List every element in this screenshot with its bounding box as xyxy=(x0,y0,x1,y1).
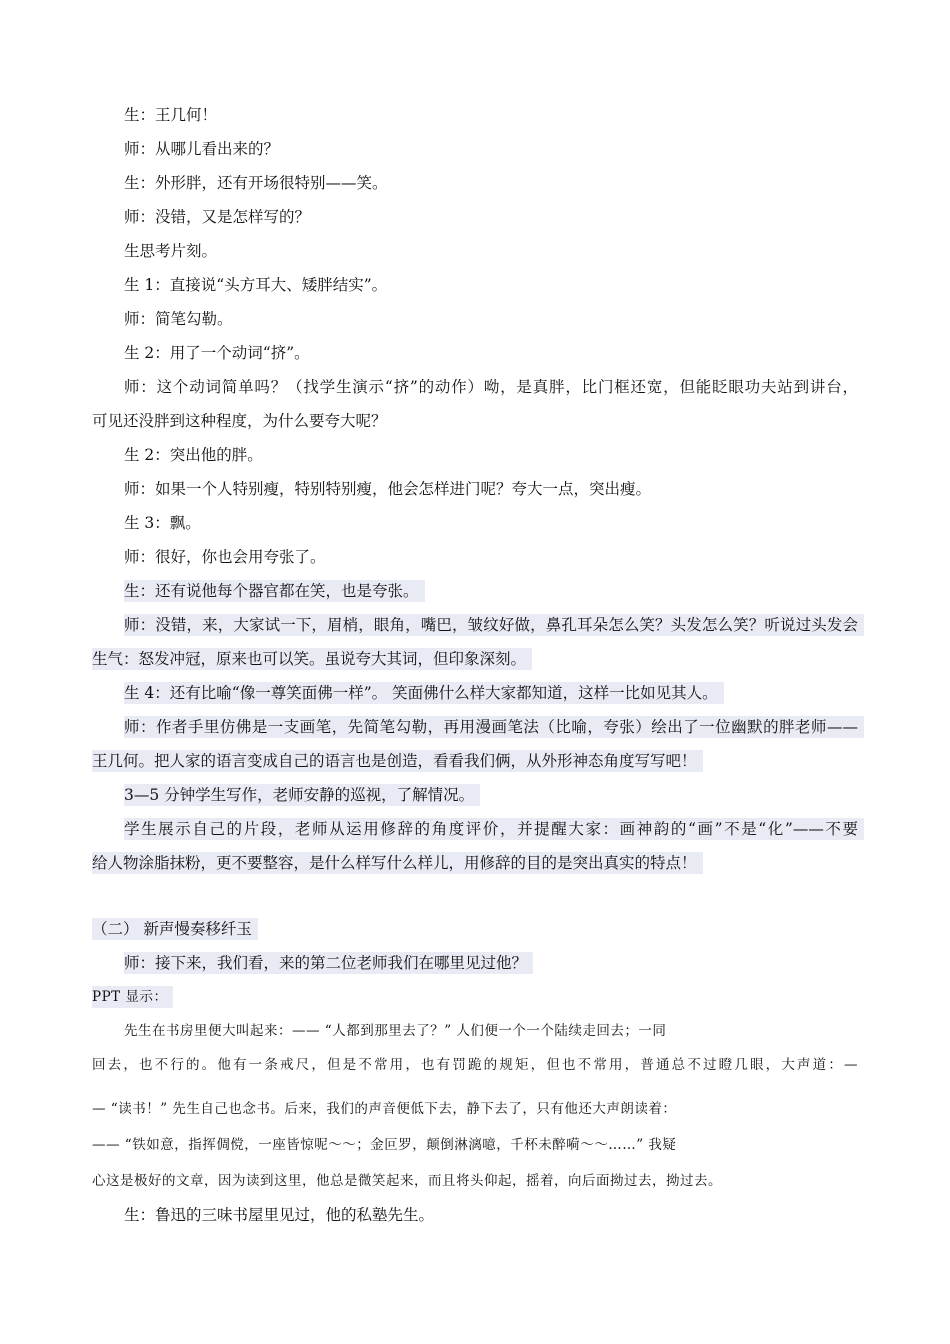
teacher-question: 师：接下来，我们看，来的第二位老师我们在哪里见过他？ xyxy=(124,952,533,974)
dialogue-line: 生：王几何！ xyxy=(124,106,218,124)
highlighted-line: 师：作者手里仿佛是一支画笔，先简笔勾勒，再用漫画笔法（比喻，夸张）绘出了一位幽默的胖老师—— xyxy=(124,716,864,738)
dialogue-line: 生 1：直接说“头方耳大、矮胖结实”。 xyxy=(124,276,388,294)
highlighted-line: 生：还有说他每个器官都在笑，也是夸张。 xyxy=(124,580,425,602)
ppt-label: PPT 显示： xyxy=(92,986,173,1008)
ppt-passage-line: 回去，也不行的。他有一条戒尺，但是不常用，也有罚跪的规矩，但也不常用，普通总不过瞪几眼，大声道：— xyxy=(92,1057,858,1073)
section-heading: （二） 新声慢奏移纤玉 xyxy=(92,918,258,940)
highlighted-line: 学生展示自己的片段，老师从运用修辞的角度评价，并提醒大家：画神韵的“画”不是“化”——不要 xyxy=(124,818,864,840)
dialogue-line: 师：这个动词简单吗？（找学生演示“挤”的动作）呦，是真胖，比门框还宽，但能眨眼功夫站到讲台， xyxy=(124,378,858,396)
dialogue-line: 师：没错，又是怎样写的？ xyxy=(124,208,311,226)
ppt-passage-line: 心这是极好的文章，因为读到这里，他总是微笑起来，而且将头仰起，摇着，向后面拗过去，拗过去。 xyxy=(92,1173,722,1189)
highlighted-line: 王几何。把人家的语言变成自己的语言也是创造，看看我们俩，从外形神态角度写写吧！ xyxy=(92,750,703,772)
highlighted-line: 生气：怒发冲冠，原来也可以笑。虽说夸大其词，但印象深刻。 xyxy=(92,648,532,670)
dialogue-line: 师：从哪儿看出来的？ xyxy=(124,140,280,158)
dialogue-line: 生 2：突出他的胖。 xyxy=(124,446,263,464)
dialogue-line: 生 3：飘。 xyxy=(124,514,201,532)
highlighted-line: 3—5 分钟学生写作，老师安静的巡视，了解情况。 xyxy=(124,784,480,806)
dialogue-line: 师：如果一个人特别瘦，特别特别瘦，他会怎样进门呢？夸大一点，突出瘦。 xyxy=(124,480,652,498)
dialogue-line: 生：外形胖，还有开场很特别——笑。 xyxy=(124,174,388,192)
ppt-passage-line: —— “铁如意，指挥倜傥，一座皆惊呢～～；金叵罗，颠倒淋漓噫，千杯未醉嗬～～……” 我疑 xyxy=(92,1137,677,1153)
dialogue-line: 师：很好，你也会用夸张了。 xyxy=(124,548,326,566)
highlighted-line: 师：没错，来，大家试一下，眉梢，眼角，嘴巴，皱纹好做，鼻孔耳朵怎么笑？头发怎么笑？听说过头发会 xyxy=(124,614,864,636)
student-answer: 生：鲁迅的三味书屋里见过，他的私塾先生。 xyxy=(124,1206,435,1224)
highlighted-line: 给人物涂脂抹粉，更不要整容，是什么样写什么样儿，用修辞的目的是突出真实的特点！ xyxy=(92,852,703,874)
dialogue-line: 生 2：用了一个动词“挤”。 xyxy=(124,344,310,362)
ppt-passage-line: — “读书！” 先生自己也念书。后来，我们的声音便低下去，静下去了，只有他还大声朗读着： xyxy=(92,1101,677,1117)
dialogue-line: 可见还没胖到这种程度，为什么要夸大呢？ xyxy=(92,412,387,430)
highlighted-line: 生 4：还有比喻“像一尊笑面佛一样”。 笑面佛什么样大家都知道，这样一比如见其人。 xyxy=(124,682,724,704)
ppt-passage-line: 先生在书房里便大叫起来：—— “人都到那里去了？” 人们便一个一个陆续走回去；一同 xyxy=(124,1023,667,1039)
dialogue-line: 师：简笔勾勒。 xyxy=(124,310,233,328)
dialogue-line: 生思考片刻。 xyxy=(124,242,218,260)
